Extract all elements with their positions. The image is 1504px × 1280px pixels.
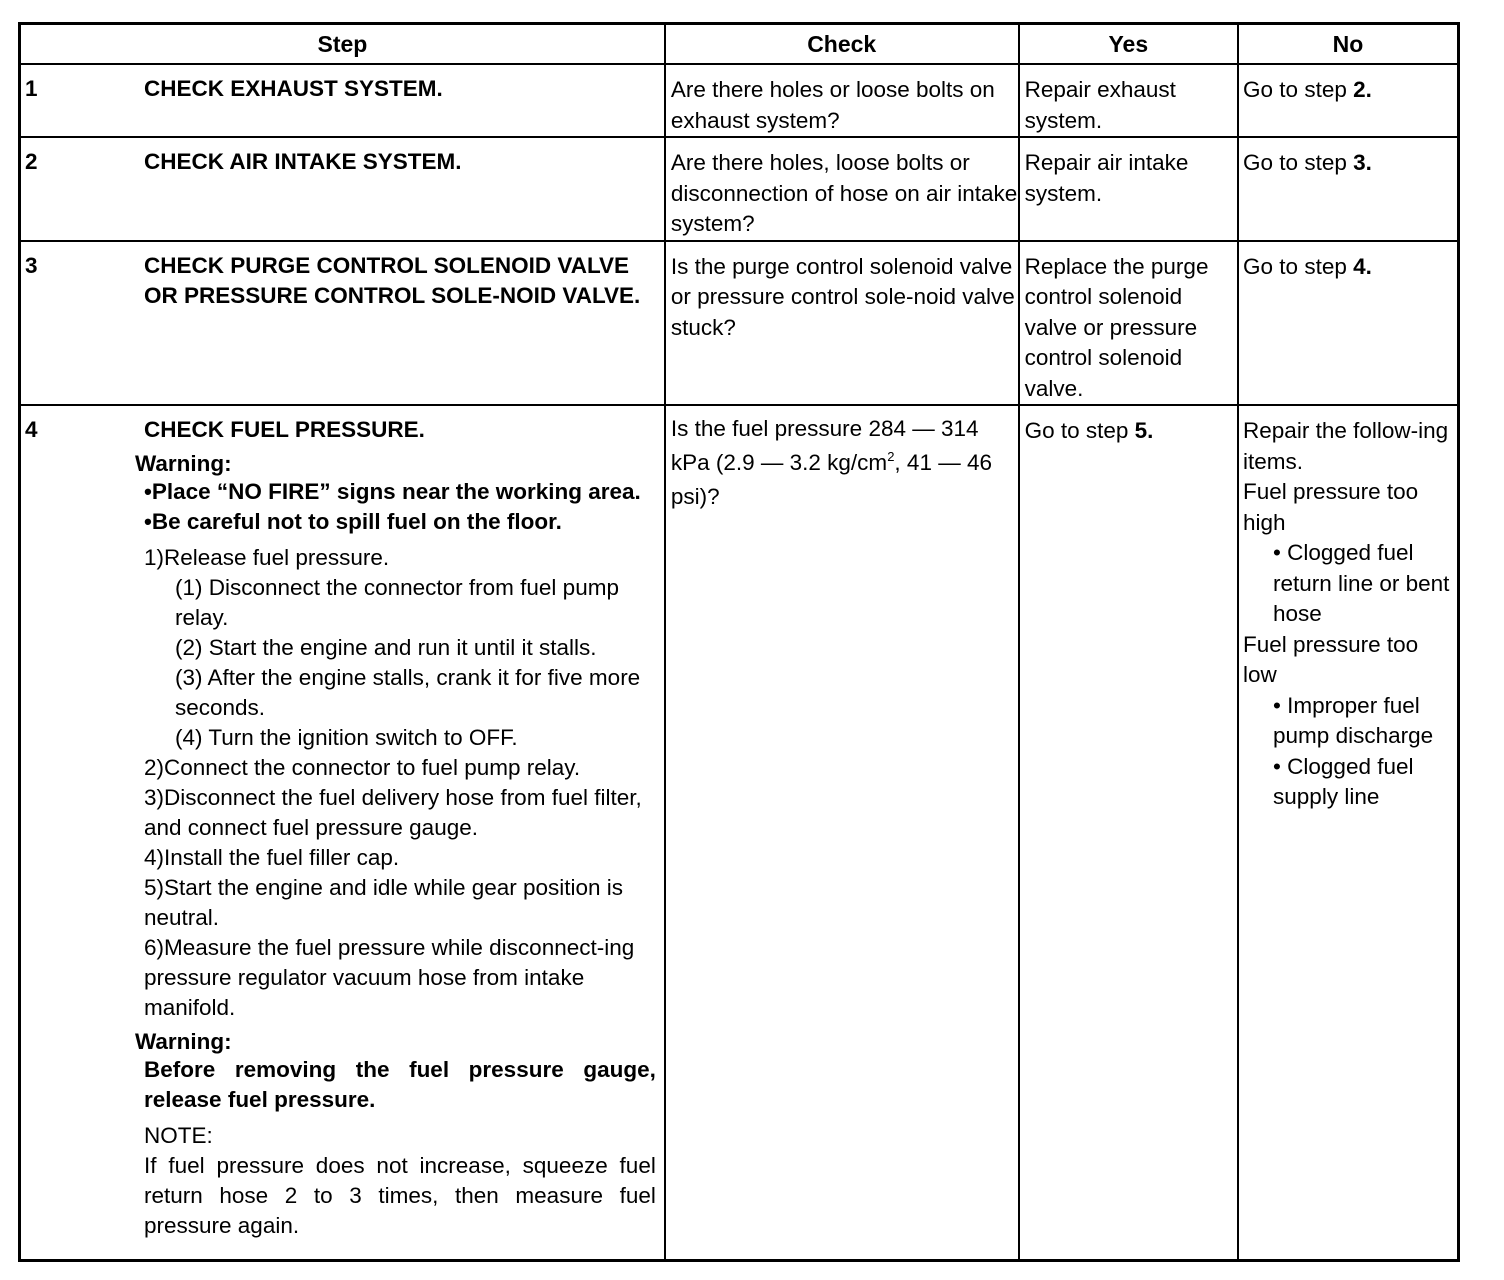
check-text: Are there holes, loose bolts or disconnection of hose on air intake system?	[670, 150, 1018, 236]
no-low-item: • Clogged fuel supply line	[1273, 753, 1414, 809]
procedure-substep: (1) Disconnect the connector from fuel pump relay.	[175, 575, 619, 630]
procedure-step: 4)Install the fuel filler cap.	[144, 845, 400, 870]
diagnostic-table	[18, 22, 1460, 1262]
header-yes: Yes	[1019, 24, 1238, 65]
no-text	[1239, 406, 1457, 813]
yes-text: Repair exhaust system.	[1024, 77, 1176, 133]
step-cell	[20, 405, 665, 1261]
no-text	[1239, 138, 1457, 179]
procedure-substep: (3) After the engine stalls, crank it for five more seconds.	[175, 665, 641, 720]
step-cell	[20, 241, 665, 406]
no-cell	[1238, 241, 1458, 406]
check-text-part: , 41 — 46 psi)?	[670, 450, 992, 509]
no-cell	[1238, 137, 1458, 241]
step-cell	[20, 64, 665, 137]
check-text: Is the purge control solenoid valve or pressure control sole-noid valve stuck?	[670, 253, 1015, 340]
check-cell	[665, 137, 1019, 241]
step-title: CHECK AIR INTAKE SYSTEM.	[144, 149, 462, 174]
step-number: 4	[25, 417, 38, 442]
note-text: If fuel pressure does not increase, squeeze fuel return hose 2 to 3 times, then measure fuel pressure again.	[144, 1153, 656, 1238]
step-title: CHECK FUEL PRESSURE.	[144, 417, 425, 442]
yes-cell	[1019, 241, 1238, 406]
yes-text: Replace the purge control solenoid valve or pressure control solenoid valve.	[1024, 253, 1209, 401]
warning-item: •Place “NO FIRE” signs near the working area.	[144, 479, 641, 504]
note-heading: NOTE:	[144, 1123, 213, 1148]
no-prefix: Go to step	[1243, 150, 1354, 175]
step-title: CHECK EXHAUST SYSTEM.	[144, 76, 443, 101]
yes-cell	[1019, 405, 1238, 1261]
no-step-ref: 4.	[1353, 253, 1372, 279]
yes-prefix: Go to step	[1024, 418, 1135, 443]
no-prefix: Go to step	[1243, 253, 1354, 279]
step-number: 1	[25, 76, 38, 101]
table-row	[20, 405, 1459, 1261]
yes-text	[1020, 406, 1237, 447]
header-check: Check	[665, 24, 1019, 65]
superscript: 2	[887, 449, 895, 464]
warning-item: •Be careful not to spill fuel on the floor.	[144, 509, 562, 534]
yes-step-ref: 5.	[1134, 418, 1154, 443]
table-row	[20, 137, 1459, 241]
step-number: 2	[25, 149, 38, 174]
step-cell	[20, 137, 665, 241]
table-row	[20, 64, 1459, 137]
check-text-part: Is the fuel pressure 284 — 314 kPa (2.9 — 3.2 kg/cm	[670, 416, 979, 475]
check-cell	[665, 405, 1019, 1261]
no-cell	[1238, 64, 1458, 137]
no-cell	[1238, 405, 1458, 1261]
no-step-ref: 3.	[1353, 150, 1372, 175]
header-row	[20, 24, 1459, 65]
no-prefix: Go to step	[1243, 77, 1354, 102]
check-cell	[665, 241, 1019, 406]
warning-heading: Warning:	[135, 1029, 232, 1054]
no-step-ref: 2.	[1353, 77, 1372, 102]
warning-heading: Warning:	[135, 451, 232, 476]
no-low-item: • Improper fuel pump discharge	[1273, 692, 1434, 748]
step-number: 3	[25, 252, 38, 278]
procedure-step: 3)Disconnect the fuel delivery hose from fuel filter, and connect fuel pressure gauge.	[144, 785, 642, 840]
check-text: Are there holes or loose bolts on exhaust system?	[670, 77, 995, 133]
procedure-substep: (4) Turn the ignition switch to OFF.	[175, 725, 518, 750]
yes-cell	[1019, 137, 1238, 241]
no-high-item: • Clogged fuel return line or bent hose	[1273, 540, 1450, 626]
no-high-label: Fuel pressure too high	[1243, 479, 1419, 535]
procedure-step: 5)Start the engine and idle while gear position is neutral.	[144, 875, 624, 930]
procedure-substep: (2) Start the engine and run it until it stalls.	[175, 635, 597, 660]
step-title: CHECK PURGE CONTROL SOLENOID VALVE OR PRESSURE CONTROL SOLE-NOID VALVE.	[144, 252, 641, 308]
yes-cell	[1019, 64, 1238, 137]
procedure-step: 6)Measure the fuel pressure while disconnect-ing pressure regulator vacuum hose from intake manifold.	[144, 935, 635, 1020]
table-row	[20, 241, 1459, 406]
header-no: No	[1238, 24, 1458, 65]
no-intro: Repair the follow-ing items.	[1243, 418, 1449, 474]
no-text	[1239, 242, 1457, 283]
procedure-step: 2)Connect the connector to fuel pump relay.	[144, 755, 581, 780]
yes-text: Repair air intake system.	[1024, 150, 1189, 206]
check-cell	[665, 64, 1019, 137]
no-low-label: Fuel pressure too low	[1243, 631, 1419, 687]
procedure-step: 1)Release fuel pressure.	[144, 545, 390, 570]
no-text	[1239, 65, 1457, 106]
warning-text: Before removing the fuel pressure gauge, release fuel pressure.	[144, 1057, 656, 1112]
check-text	[666, 406, 1018, 514]
header-step: Step	[20, 24, 665, 65]
